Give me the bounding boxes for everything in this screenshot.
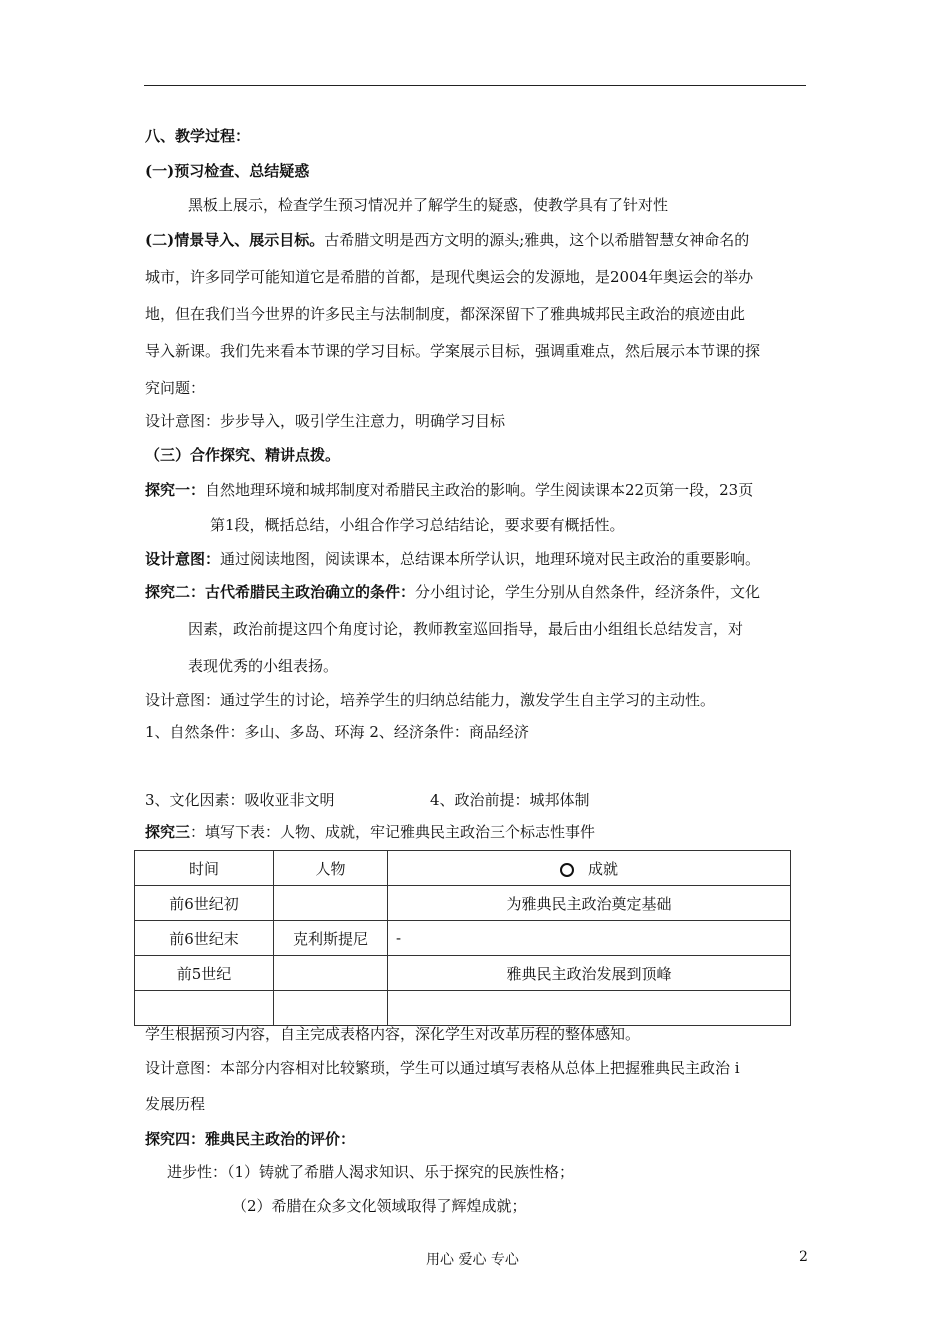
table-cell xyxy=(274,956,388,991)
q3-line xyxy=(145,822,595,842)
header-achievement-label: 成就 xyxy=(587,859,618,878)
table-cell xyxy=(274,886,388,921)
footer-slogan: 用心 爱心 专心 xyxy=(426,1252,519,1268)
table-row xyxy=(135,886,791,921)
table-row xyxy=(135,991,791,1026)
achievement-table xyxy=(134,850,791,1026)
table-cell: 前6世纪末 xyxy=(135,921,274,956)
q2-line1 xyxy=(145,582,760,602)
q2-line3: 表现优秀的小组表扬。 xyxy=(188,657,339,675)
circle-icon xyxy=(560,863,574,877)
header-achievement xyxy=(388,851,791,886)
q1-intent-text: 通过阅读地图，阅读课本，总结课本所学认识，地理环境对民主政治的重要影响。 xyxy=(220,550,761,568)
condition-1-2: 1、自然条件：多山、多岛、环海 2、经济条件：商品经济 xyxy=(145,723,529,741)
page-number: 2 xyxy=(799,1249,808,1265)
s2-line1 xyxy=(145,230,749,250)
table-cell: 前6世纪初 xyxy=(135,886,274,921)
q1-intent xyxy=(145,549,760,569)
table-cell xyxy=(388,991,791,1026)
s2-line4: 导入新课。我们先来看本节课的学习目标。学案展示目标，强调重难点，然后展示本节课的探 xyxy=(145,342,761,360)
table-cell: 为雅典民主政治奠定基础 xyxy=(388,886,791,921)
s2-line3: 地，但在我们当今世界的许多民主与法制制度，都深深留下了雅典城邦民主政治的痕迹由此 xyxy=(145,305,746,323)
table-header-row xyxy=(135,851,791,886)
s4-point1: 进步性：（1）铸就了希腊人渴求知识、乐于探究的民族性格； xyxy=(167,1163,575,1181)
condition-3: 3、文化因素：吸收亚非文明 xyxy=(145,791,335,809)
header-time: 时间 xyxy=(135,851,274,886)
q3-label: 探究三 xyxy=(145,823,191,841)
header-person: 人物 xyxy=(274,851,388,886)
q1-label: 探究一： xyxy=(145,481,206,499)
table-cell: 克利斯提尼 xyxy=(274,921,388,956)
q2-text: 分小组讨论，学生分别从自然条件，经济条件，文化 xyxy=(415,583,761,601)
s2-line5: 究问题： xyxy=(145,379,206,397)
after-table-line3: 发展历程 xyxy=(145,1095,206,1113)
section-heading: 八、教学过程： xyxy=(145,127,251,145)
s2-line2: 城市，许多同学可能知道它是希腊的首都，是现代奥运会的发源地，是2004年奥运会的举办 xyxy=(145,268,754,286)
after-table-line1: 学生根据预习内容，自主完成表格内容，深化学生对改革历程的整体感知。 xyxy=(145,1025,641,1043)
s4-title: 探究四：雅典民主政治的评价： xyxy=(145,1130,356,1148)
q2-label: 探究二：古代希腊民主政治确立的条件： xyxy=(145,583,416,601)
s4-point2: （2）希腊在众多文化领域取得了辉煌成就； xyxy=(232,1197,527,1215)
q1-line2: 第1段，概括总结，小组合作学习总结结论，要求要有概括性。 xyxy=(210,516,625,534)
table-cell xyxy=(274,991,388,1026)
table-cell: 雅典民主政治发展到顶峰 xyxy=(388,956,791,991)
q1-text: 自然地理环境和城邦制度对希腊民主政治的影响。学生阅读课本22页第一段，23页 xyxy=(205,481,754,499)
table-row xyxy=(135,921,791,956)
header-rule xyxy=(144,85,806,86)
s2-intent: 设计意图：步步导入，吸引学生注意力，明确学习目标 xyxy=(145,412,506,430)
table-cell xyxy=(135,991,274,1026)
q3-text: ：填写下表：人物、成就，牢记雅典民主政治三个标志性事件 xyxy=(190,823,596,841)
s1-title: (一)预习检查、总结疑惑 xyxy=(145,162,310,180)
after-table-line2: 设计意图：本部分内容相对比较繁琐，学生可以通过填写表格从总体上把握雅典民主政治 i xyxy=(145,1059,740,1077)
condition-4: 4、政治前提：城邦体制 xyxy=(430,791,590,809)
table-cell: - xyxy=(388,921,791,956)
q2-line2: 因素，政治前提这四个角度讨论，教师教室巡回指导，最后由小组组长总结发言，对 xyxy=(188,620,744,638)
s2-title: (二)情景导入、展示目标。 xyxy=(145,231,325,249)
s2-line1-text: 古希腊文明是西方文明的源头;雅典，这个以希腊智慧女神命名的 xyxy=(324,231,750,249)
table-cell: 前5世纪 xyxy=(135,956,274,991)
q2-intent: 设计意图：通过学生的讨论，培养学生的归纳总结能力，激发学生自主学习的主动性。 xyxy=(145,691,716,709)
table-row xyxy=(135,956,791,991)
q1-intent-label: 设计意图： xyxy=(145,550,221,568)
s1-text: 黑板上展示，检查学生预习情况并了解学生的疑惑，使教学具有了针对性 xyxy=(188,196,669,214)
q1-line1 xyxy=(145,480,753,500)
s3-title: （三）合作探究、精讲点拨。 xyxy=(145,446,341,464)
